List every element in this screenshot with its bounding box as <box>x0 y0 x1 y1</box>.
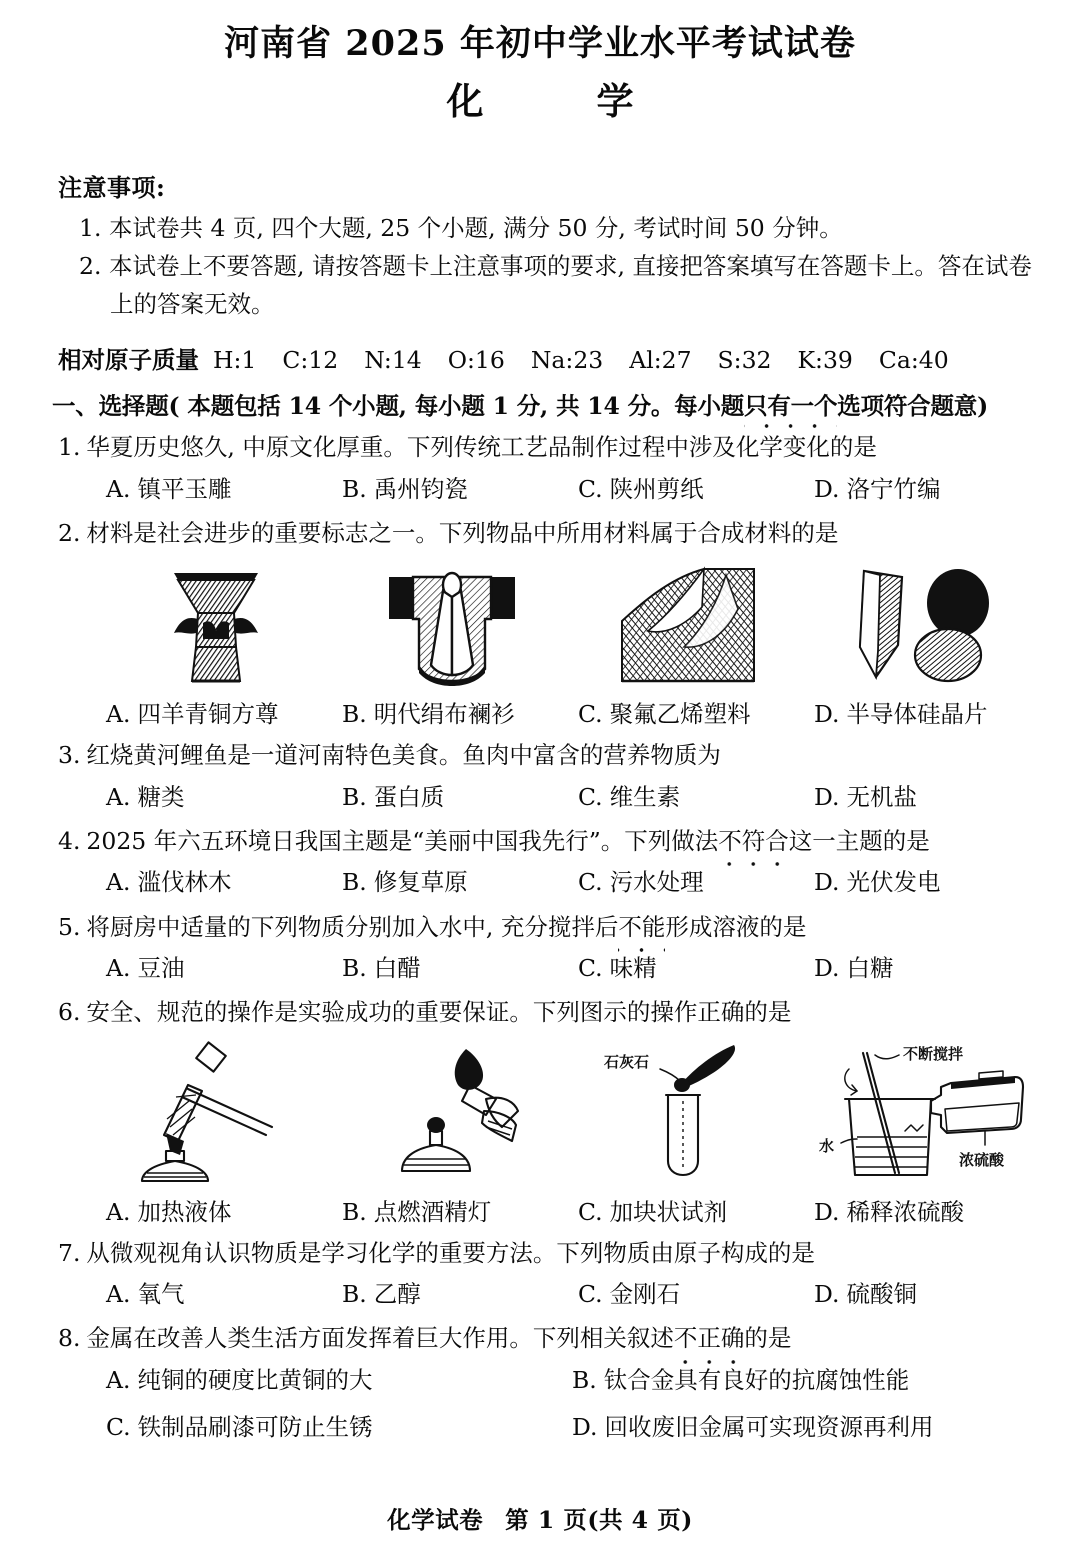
question-number: 3. <box>58 741 81 770</box>
notice-item <box>58 209 1038 247</box>
page-footer <box>0 1501 1080 1535</box>
option-d[interactable] <box>814 780 1038 815</box>
option-letter: B. <box>342 1197 367 1226</box>
option-label: 钛合金具有良好的抗腐蚀性能 <box>603 1365 910 1394</box>
option-letter: B. <box>572 1365 597 1394</box>
question-4 <box>0 823 1080 901</box>
option-letter: C. <box>578 954 603 983</box>
option-label: 豆油 <box>137 954 185 983</box>
option-label: 半导体硅晶片 <box>846 700 988 729</box>
option-d[interactable] <box>806 1037 1038 1227</box>
atomic-mass-o: O:16 <box>447 346 505 375</box>
exam-page <box>0 22 1080 1549</box>
question-stem <box>58 429 1038 465</box>
option-caption <box>98 1193 231 1227</box>
option-row <box>58 1363 1038 1458</box>
option-label: 四羊青铜方尊 <box>137 700 279 729</box>
option-letter: C. <box>578 1280 603 1309</box>
option-letter: A. <box>106 1280 131 1309</box>
diluting-sulfuric-acid-icon <box>819 1037 1025 1187</box>
figure-row <box>58 1037 1038 1227</box>
question-number: 6. <box>58 998 81 1027</box>
option-a[interactable] <box>106 865 342 900</box>
option-c[interactable] <box>578 1277 814 1312</box>
option-b[interactable] <box>342 472 578 507</box>
option-d[interactable] <box>814 472 1038 507</box>
option-label: 光伏发电 <box>846 868 941 897</box>
water-label: 水 <box>819 1136 835 1155</box>
option-label: 维生素 <box>609 782 681 811</box>
limestone-label: 石灰石 <box>604 1052 650 1071</box>
option-label: 白醋 <box>373 954 421 983</box>
question-text: 华夏历史悠久, 中原文化厚重。下列传统工艺品制作过程中涉及化学变化的是 <box>86 433 877 462</box>
option-caption <box>98 695 278 729</box>
option-a[interactable] <box>106 472 342 507</box>
question-stem <box>58 1235 1038 1271</box>
question-stem <box>58 1320 1038 1356</box>
question-number: 7. <box>58 1238 81 1267</box>
option-label: 无机盐 <box>846 782 917 811</box>
question-1 <box>0 429 1080 507</box>
option-label: 白糖 <box>846 954 894 983</box>
option-row <box>58 780 1038 815</box>
question-text: 从微观视角认识物质是学习化学的重要方法。下列物质由原子构成的是 <box>86 1238 815 1267</box>
option-label: 陕州剪纸 <box>609 474 704 503</box>
option-label: 蛋白质 <box>373 782 445 811</box>
section-heading-before: 一、选择题( 本题包括 14 个小题, 每小题 1 分, 共 14 分。每小题 <box>52 392 745 421</box>
option-label: 明代绢布襕衫 <box>373 700 515 729</box>
option-d[interactable] <box>806 557 1038 729</box>
option-c[interactable] <box>570 557 806 729</box>
question-2 <box>0 515 1080 729</box>
option-row <box>58 865 1038 900</box>
plastic-sheet-icon <box>608 557 768 689</box>
option-d[interactable] <box>814 1277 1038 1312</box>
stem-part-after: 形成溶液的是 <box>665 912 807 941</box>
atomic-mass-ca: Ca:40 <box>878 346 949 375</box>
option-label: 加块状试剂 <box>609 1197 728 1226</box>
option-letter: D. <box>814 954 840 983</box>
option-caption <box>806 695 987 729</box>
sulfuric-acid-label: 浓硫酸 <box>959 1150 1005 1169</box>
option-a[interactable] <box>106 780 342 815</box>
stem-part-before: 2025 年六五环境日我国主题是“美丽中国我先行”。下列做法 <box>86 826 719 855</box>
section-heading <box>0 387 1080 421</box>
question-stem <box>58 994 1038 1030</box>
option-c[interactable] <box>106 1410 572 1445</box>
notice-item-number: 2. <box>79 252 102 281</box>
bronze-vessel-icon <box>141 557 291 689</box>
option-letter: A. <box>106 954 131 983</box>
question-text <box>86 1320 1038 1356</box>
option-letter: C. <box>578 868 603 897</box>
option-letter: D. <box>814 474 840 503</box>
question-number: 5. <box>58 912 81 941</box>
option-caption <box>334 695 515 729</box>
adding-solid-reagent-icon <box>598 1037 778 1187</box>
question-stem <box>58 909 1038 945</box>
option-caption <box>570 1193 727 1227</box>
option-letter: D. <box>814 700 840 729</box>
option-letter: D. <box>814 782 840 811</box>
option-row <box>58 951 1038 986</box>
option-row <box>58 472 1038 507</box>
option-label: 滥伐林木 <box>137 868 232 897</box>
option-label: 金刚石 <box>609 1280 681 1309</box>
option-letter: B. <box>342 954 367 983</box>
option-label: 纯铜的硬度比黄铜的大 <box>137 1365 373 1394</box>
option-a[interactable] <box>106 1363 572 1398</box>
question-number: 4. <box>58 826 81 855</box>
option-label: 点燃酒精灯 <box>373 1197 492 1226</box>
stir-label: 不断搅拌 <box>903 1044 964 1063</box>
section-heading-emphasis: 只有一个 <box>744 387 837 421</box>
option-label: 铁制品刷漆可防止生锈 <box>137 1413 373 1442</box>
option-label: 硫酸铜 <box>846 1280 917 1309</box>
option-letter: B. <box>342 782 367 811</box>
stem-part-before: 金属在改善人类生活方面发挥着巨大作用。下列相关叙述 <box>86 1324 674 1353</box>
question-6 <box>0 994 1080 1226</box>
notice-item <box>58 247 1038 323</box>
option-label: 氧气 <box>137 1280 185 1309</box>
option-label: 回收废旧金属可实现资源再利用 <box>604 1413 934 1442</box>
question-text <box>86 823 1038 859</box>
option-a[interactable] <box>98 1037 334 1227</box>
option-letter: A. <box>106 474 131 503</box>
option-d[interactable] <box>814 951 1038 986</box>
footer-subject: 化学试卷 <box>387 1506 484 1534</box>
option-label: 污水处理 <box>609 868 704 897</box>
option-c[interactable] <box>578 472 814 507</box>
option-a[interactable] <box>106 951 342 986</box>
question-number: 8. <box>58 1324 81 1353</box>
atomic-mass-al: Al:27 <box>629 346 692 375</box>
option-letter: C. <box>578 1197 603 1226</box>
stem-emphasis: 不能 <box>618 909 665 945</box>
stem-emphasis: 不符合 <box>718 823 789 859</box>
option-b[interactable] <box>342 865 578 900</box>
option-b[interactable] <box>342 1277 578 1312</box>
atomic-mass-h: H:1 <box>213 346 257 375</box>
option-letter: C. <box>578 782 603 811</box>
option-c[interactable] <box>570 1037 806 1227</box>
stem-part-after: 的是 <box>744 1324 792 1353</box>
option-b[interactable] <box>572 1363 1038 1398</box>
question-number: 1. <box>58 433 81 462</box>
option-label: 味精 <box>609 954 657 983</box>
section-heading-after: 选项符合题意) <box>837 392 988 421</box>
stem-part-after: 这一主题的是 <box>788 826 930 855</box>
notice-block <box>0 168 1080 323</box>
option-label: 修复草原 <box>373 868 468 897</box>
question-text: 安全、规范的操作是实验成功的重要保证。下列图示的操作正确的是 <box>86 998 792 1027</box>
lighting-alcohol-lamp-icon <box>362 1037 542 1187</box>
option-b[interactable] <box>334 1037 570 1227</box>
option-letter: B. <box>342 868 367 897</box>
option-letter: A. <box>106 700 131 729</box>
option-letter: C. <box>106 1413 131 1442</box>
question-text <box>86 909 1038 945</box>
question-text: 材料是社会进步的重要标志之一。下列物品中所用材料属于合成材料的是 <box>86 518 839 547</box>
option-c[interactable] <box>578 780 814 815</box>
atomic-mass-s: S:32 <box>717 346 772 375</box>
option-letter: C. <box>578 700 603 729</box>
figure-row <box>58 557 1038 729</box>
option-letter: A. <box>106 1365 131 1394</box>
question-stem <box>58 737 1038 773</box>
question-5 <box>0 909 1080 987</box>
heating-liquid-icon <box>126 1037 306 1187</box>
option-label: 加热液体 <box>137 1197 232 1226</box>
option-letter: C. <box>578 474 603 503</box>
option-label: 镇平玉雕 <box>137 474 232 503</box>
option-label: 禹州钧瓷 <box>373 474 468 503</box>
atomic-mass-n: N:14 <box>364 346 422 375</box>
option-a[interactable] <box>106 1277 342 1312</box>
question-7 <box>0 1235 1080 1313</box>
atomic-mass-na: Na:23 <box>530 346 604 375</box>
footer-page-number: 第 1 页(共 4 页) <box>505 1506 693 1534</box>
option-letter: A. <box>106 782 131 811</box>
question-stem <box>58 515 1038 551</box>
option-b[interactable] <box>342 780 578 815</box>
option-letter: D. <box>814 1197 840 1226</box>
atomic-mass-row <box>0 341 1080 375</box>
option-d[interactable] <box>814 865 1038 900</box>
option-caption <box>334 1193 491 1227</box>
page-title: 河南省 2025 年初中学业水平考试试卷 <box>224 23 856 64</box>
stem-emphasis: 不正确 <box>674 1320 745 1356</box>
option-caption <box>570 695 751 729</box>
atomic-mass-k: K:39 <box>797 346 853 375</box>
option-letter: B. <box>342 474 367 503</box>
option-label: 洛宁竹编 <box>846 474 941 503</box>
notice-title: 注意事项: <box>58 173 166 202</box>
option-d[interactable] <box>572 1410 1038 1445</box>
option-b[interactable] <box>334 557 570 729</box>
option-letter: B. <box>342 700 367 729</box>
option-letter: A. <box>106 868 131 897</box>
notice-item-text: 本试卷上不要答题, 请按答题卡上注意事项的要求, 直接把答案填写在答题卡上。答在试卷上的答案无效。 <box>109 252 1032 319</box>
option-label: 稀释浓硫酸 <box>846 1197 964 1226</box>
option-label: 乙醇 <box>373 1280 421 1309</box>
question-stem <box>58 823 1038 859</box>
stem-part-before: 将厨房中适量的下列物质分别加入水中, 充分搅拌后 <box>86 912 619 941</box>
option-c[interactable] <box>578 951 814 986</box>
option-c[interactable] <box>578 865 814 900</box>
question-number: 2. <box>58 518 81 547</box>
subject-title: 化 学 <box>446 78 672 123</box>
atomic-mass-label: 相对原子质量 <box>58 346 199 375</box>
option-letter: D. <box>814 868 840 897</box>
option-label: 聚氟乙烯塑料 <box>609 700 751 729</box>
option-label: 糖类 <box>137 782 185 811</box>
option-caption <box>806 1193 964 1227</box>
silicon-wafer-icon <box>842 557 1002 689</box>
option-letter: D. <box>572 1413 598 1442</box>
option-letter: B. <box>342 1280 367 1309</box>
silk-robe-icon <box>373 557 531 689</box>
option-row <box>58 1277 1038 1312</box>
question-text: 红烧黄河鲤鱼是一道河南特色美食。鱼肉中富含的营养物质为 <box>86 741 721 770</box>
question-8 <box>0 1320 1080 1457</box>
atomic-mass-c: C:12 <box>282 346 339 375</box>
question-3 <box>0 737 1080 815</box>
option-a[interactable] <box>98 557 334 729</box>
option-b[interactable] <box>342 951 578 986</box>
option-letter: D. <box>814 1280 840 1309</box>
option-letter: A. <box>106 1197 131 1226</box>
notice-item-number: 1. <box>79 214 102 242</box>
notice-item-text: 本试卷共 4 页, 四个大题, 25 个小题, 满分 50 分, 考试时间 50 分钟。 <box>109 214 843 242</box>
